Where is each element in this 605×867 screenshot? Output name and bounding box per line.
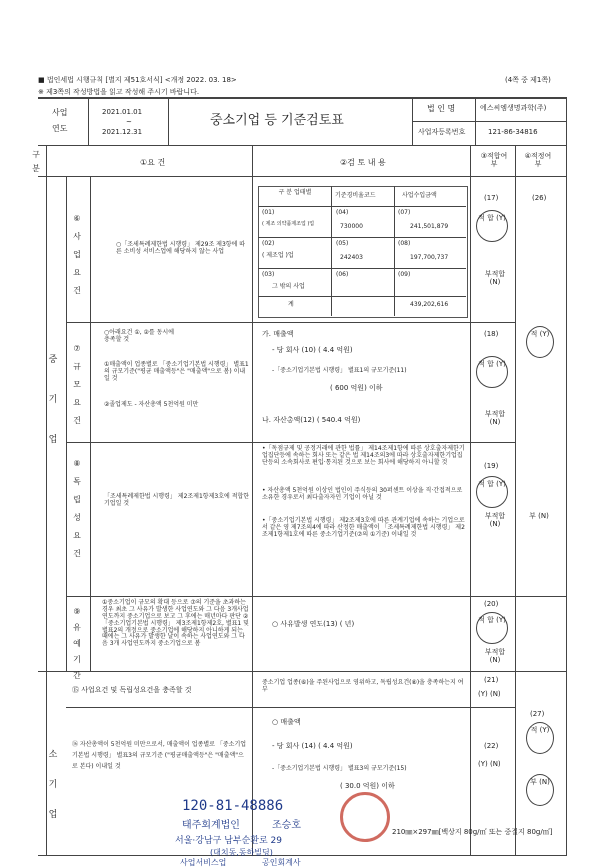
small-a-yn: (Y) (N) (478, 690, 501, 698)
table-cell: (08) (398, 240, 411, 247)
small-b-r1: - 당 회사 (14) ( 4.4 억원) (272, 742, 353, 750)
grace-unfit: 부적합 (N) (484, 648, 506, 665)
reg-no: 121-86-34816 (488, 128, 538, 136)
divider (412, 121, 567, 122)
grace-code: (20) (484, 600, 499, 608)
grace-review: ○ 사유발생 연도(13) ( 년) (272, 620, 355, 628)
scale-unfit: 부적합 (N) (484, 410, 506, 427)
small-b-label: ○ 매출액 (272, 718, 301, 726)
business-unfit: 부적합 (N) (484, 270, 506, 287)
small-b-r3: ( 30.0 억원) 이하 (340, 782, 395, 790)
table-cell: (04) (336, 209, 349, 216)
table-cell: (03) (262, 271, 275, 278)
business-year-label: 연도 (52, 124, 68, 133)
corp-name: 에스씨엠생명과학(주) (480, 104, 547, 112)
col-fit3: ③적합여부 (480, 152, 508, 169)
divider (66, 707, 515, 708)
title-bottom-border (38, 145, 567, 146)
independence-fit-circle: 적 합 (Y) (476, 476, 508, 508)
table-cell: (07) (398, 209, 411, 216)
company-seal-icon (340, 792, 390, 842)
table-cell: 그 밖의 사업 (272, 283, 305, 290)
stamp-reg-number: 120-81-48886 (182, 798, 284, 814)
small-a-req: ⑮ 사업요건 및 독립성요건을 충족할 것 (72, 686, 192, 694)
bottom-border (38, 855, 567, 856)
law-reference: ■ 법인세법 시행규칙 [별지 제51호서식] <개정 2022. 03. 18> (38, 76, 237, 84)
small-b-r2: -「중소기업기본법 시행령」 별표3의 규모기준(15) (272, 765, 407, 772)
independence-r2: • 자산총액 5천억원 이상인 법인이 주식등의 30퍼센트 이상을 직·간접적으로 소유한 경우로서 최다출자자인 기업이 아닐 것 (262, 487, 463, 501)
stamp-rep: 조승호 (272, 820, 301, 831)
scale-fit4-circle: 적 (Y) (526, 326, 554, 358)
divider (470, 145, 471, 855)
stamp-person-2: 공인회계사 (262, 858, 301, 867)
independence-r1: •「독점규제 및 공정거래에 관한 법률」 제14조제1항에 따른 상호출자제한기업집단등에 속하는 회사 또는 같은 법 제14조의3에 따라 상호출자제한기업집단등의 소속회사로 편입·통지된 것으로 보는 회사에 해당하지 아니할 것 (262, 445, 465, 466)
divider (566, 98, 567, 855)
scale-req-2: ①매출액이 업종별로 「중소기업기본법 시행령」 별표1의 규모기준("평균 매출액등"은 "매출액"으로 봄) 이내일 것 (104, 361, 249, 382)
table-cell: (01) (262, 209, 275, 216)
divider (88, 98, 89, 145)
divider (515, 145, 516, 855)
independence-r3: •「중소기업기본법 시행령」 제2조제3호에 따른 관계기업에 속하는 기업으로서 같은 영 제7조의4에 따라 산정한 매출액이 「조세특례제한법 시행령」 제2조제1항제1호에 따른 중소기업기준(⑦의 ①기준) 이내일 것 (262, 517, 465, 538)
side-label-sme: 중 기 업 (48, 355, 58, 445)
col-fit4: ④적정여부 (524, 152, 552, 169)
grace-fit-circle: 적 합 (Y) (476, 612, 508, 644)
divider (38, 671, 566, 672)
side-label-small: 소 기 업 (48, 750, 58, 820)
paper-spec: 210㎜×297㎜[백상지 80g/㎡ 또는 중질지 80g/㎡] (392, 828, 553, 836)
divider (66, 442, 515, 443)
business-req-label: ⑥ 사 업 요 건 (73, 214, 81, 295)
instruction-note: ※ 제3쪽의 작성방법을 읽고 작성해 주시기 바랍니다. (38, 88, 200, 96)
small-a-code: (21) (484, 676, 499, 684)
date-tilde: ~ (126, 118, 132, 126)
scale-code: (18) (484, 330, 499, 338)
scale-b-line: 나. 자산총액(12) ( 540.4 억원) (262, 416, 361, 424)
col-requirement: ①요 건 (140, 158, 166, 167)
table-cell: 197,700,737 (410, 254, 449, 261)
small-unfit4-circle: 부 (N) (526, 774, 554, 806)
table-cell: 730000 (340, 223, 363, 230)
stamp-addr-2: (대치동,동하빌딩) (210, 848, 273, 857)
divider (258, 206, 466, 207)
scale-fit-circle: 적 합 (Y) (476, 356, 508, 388)
business-year-label: 사업 (52, 108, 68, 117)
divider (258, 237, 466, 238)
business-req-text: ○「조세특례제한법 시행령」 제29조 제3항에 따른 소비성 서비스업에 해당하지 않는 사업 (116, 241, 246, 255)
divider (66, 596, 566, 597)
stamp-firm: 태주회계법인 (182, 820, 240, 831)
table-cell: 242403 (340, 254, 363, 261)
table-cell: 241,501,879 (410, 223, 449, 230)
date-to: 2021.12.31 (102, 128, 143, 136)
table-header: 구 분 업태별 (278, 189, 312, 196)
col-review: ②검 토 내 용 (340, 158, 386, 167)
scale-a-label: 가. 매출액 (262, 330, 294, 338)
divider (168, 98, 169, 145)
table-cell: ( 제조 의약품제조업 )업 (262, 221, 315, 227)
table-cell: (09) (398, 271, 411, 278)
stamp-addr-1: 서울·강남구 남부순환로 29 (175, 836, 282, 846)
form-title: 중소기업 등 기준검토표 (210, 113, 344, 128)
independence-req-label: ⑧ 독 립 성 요 건 (73, 459, 81, 558)
stamp-person: 사업서비스업 (180, 858, 227, 867)
table-total: 439,202,616 (410, 301, 449, 308)
independence-fit4: 부 (N) (529, 512, 549, 520)
small-a-review: 중소기업 업종(⑥)을 주된사업으로 영위하고, 독립성요건(⑧)을 충족하는지 여부 (262, 679, 464, 693)
corp-name-label: 법 인 명 (427, 104, 456, 113)
table-cell: ( 제조업 )업 (262, 252, 294, 259)
table-header: 기준경비율코드 (335, 192, 376, 199)
small-b-code: (22) (484, 742, 499, 750)
top-border (38, 97, 567, 99)
date-from: 2021.01.01 (102, 108, 143, 116)
col-category: 구분 (32, 150, 40, 173)
reg-no-label: 사업자등록번호 (418, 128, 466, 136)
small-fit4-circle: 적 (Y) (526, 722, 554, 754)
scale-a-line: - 당 회사 (10) ( 4.4 억원) (272, 346, 353, 354)
small-fit4-code: (27) (530, 710, 545, 718)
header-bottom-border (38, 176, 567, 177)
scale-a-std: -「중소기업기본법 시행령」 별표1의 규모기준(11) (272, 367, 407, 374)
divider (66, 322, 515, 323)
divider (258, 268, 466, 269)
table-cell: (02) (262, 240, 275, 247)
scale-a-std-value: ( 600 억원) 이하 (330, 384, 383, 392)
scale-req-label: ⑦ 규 모 요 건 (73, 344, 81, 425)
independence-req-text: 「조세특례제한법 시행령」 제2조제1항제3호에 적합한 기업일 것 (104, 493, 250, 507)
independence-code: (19) (484, 462, 499, 470)
independence-unfit: 부적합 (N) (484, 512, 506, 529)
table-cell: (05) (336, 240, 349, 247)
table-total-label: 계 (288, 301, 294, 308)
divider (258, 296, 466, 297)
small-b-yn: (Y) (N) (478, 760, 501, 768)
grace-req-label: ⑨ 유 예 기 간 (73, 607, 81, 680)
business-fit4-code: (26) (532, 194, 547, 202)
page-number: (4쪽 중 제1쪽) (505, 76, 551, 84)
scale-req-3: ②졸업제도 - 자산총액 5천억원 미만 (104, 401, 199, 408)
table-cell: (06) (336, 271, 349, 278)
business-fit-circle: 적 합 (Y) (476, 210, 508, 242)
small-b-req: ⑯ 자산총액이 5천억원 미만으로서, 매출액이 업종별로 「중소기업기본법 시행령」 별표3의 규모기준 ("평균매출액등"은 "매출액"으로 본다) 이내일 것 (72, 741, 247, 770)
divider (252, 145, 253, 855)
grace-req-text: ①중소기업이 규모의 확대 등으로 ⑦의 기준을 초과하는 경우 최초 그 사유가 발생한 사업연도와 그 다음 3개사업연도까지 중소기업으로 보고 그 후에는 매년마다 판단 ②「중소기업기본법 시행령」 제3조제1항제2호, 별표1 및 별표2의 개정으로 중소기업에 해당하지 아니하게 되는 때에는 그 사유가 발생한 날이 속하는 사업연도와 그 다음 3개 사업연도까지 중소기업으로 봄 (102, 599, 249, 648)
table-header: 사업수입금액 (402, 192, 437, 199)
business-code: (17) (484, 194, 499, 202)
scale-req-1: ○아래요건 ①, ②를 동시에 충족할 것 (104, 329, 174, 343)
